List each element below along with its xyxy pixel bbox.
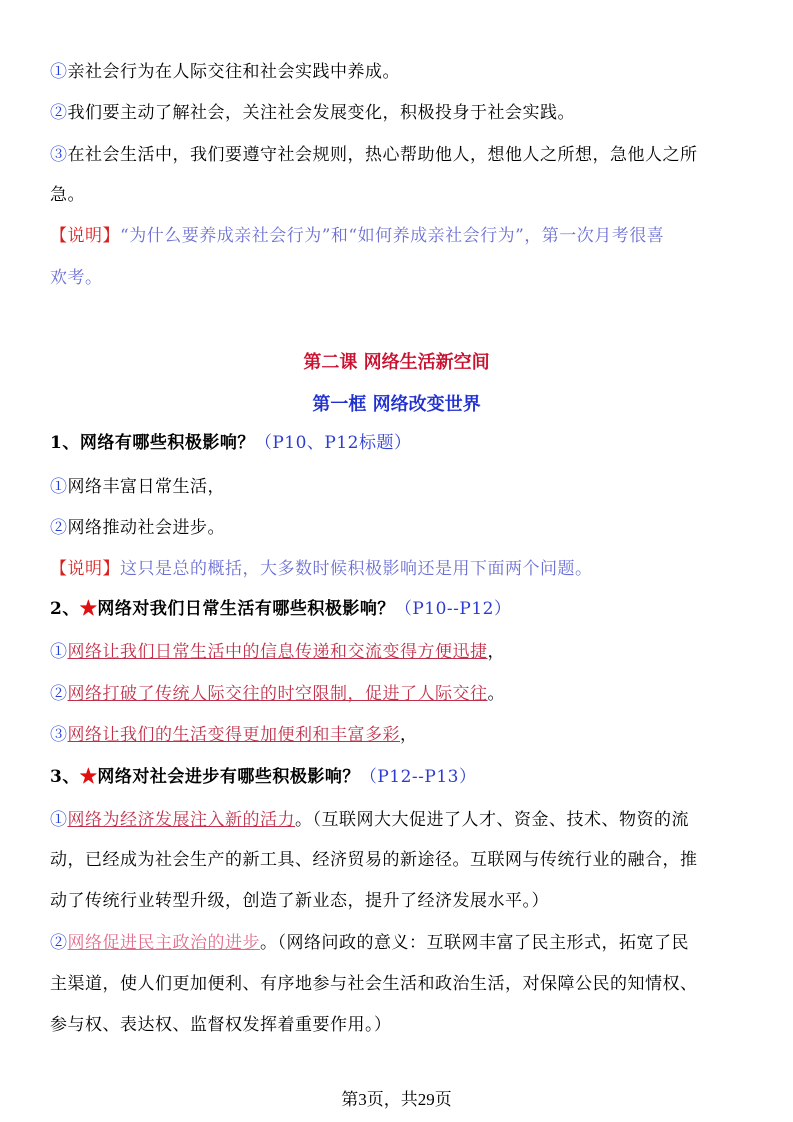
note-tag: 【说明】 (50, 559, 120, 579)
note-tag: 【说明】 (50, 226, 120, 246)
page-reference: （P10、P12标题） (254, 433, 412, 453)
question-1 (50, 433, 411, 453)
paragraph-2 (50, 103, 575, 123)
answer-punct: 。 (487, 684, 505, 704)
q1-answer-1 (50, 477, 225, 497)
question-3 (50, 767, 476, 787)
answer-punct: ， (400, 725, 418, 745)
paragraph-text: 我们要主动了解社会，关注社会发展变化，积极投身于社会实践。 (67, 103, 575, 123)
page-reference: （P12--P13） (359, 767, 477, 787)
question-number: 2、 (50, 599, 80, 619)
paragraph-text: 亲社会行为在人际交往和社会实践中养成。 (67, 62, 400, 82)
item-number: ② (50, 103, 68, 123)
q1-answer-2 (50, 518, 225, 538)
q3-answer-1-line-3: 动了传统行业转型升级，创造了新业态，提升了经济发展水平。） (50, 891, 549, 911)
item-number: ② (50, 684, 68, 704)
note-text: 这只是总的概括，大多数时候积极影响还是用下面两个问题。 (120, 559, 593, 579)
paragraph-3-line-2: 急。 (50, 185, 85, 205)
note-text: “为什么要养成亲社会行为”和“如何养成亲社会行为”，第一次月考很喜 (120, 226, 665, 246)
lesson-title: 第二课 网络生活新空间 (303, 352, 490, 373)
q3-answer-2-line-2: 主渠道，使人们更加便利、有序地参与社会生活和政治生活，对保障公民的知情权、 (50, 974, 698, 994)
item-number: ② (50, 518, 68, 538)
note-2 (50, 559, 593, 579)
answer-text: 网络丰富日常生活， (67, 477, 225, 497)
item-number: ② (50, 933, 68, 953)
note-1-line-2: 欢考。 (50, 268, 103, 288)
q3-answer-1-line-1 (50, 810, 689, 830)
question-label: 网络对社会进步有哪些积极影响？ (97, 767, 360, 787)
q3-answer-1-line-2: 动，已经成为社会生产的新工具、经济贸易的新途径。互联网与传统行业的融合，推 (50, 850, 698, 870)
note-1-line-1 (50, 226, 664, 246)
star-icon: ★ (79, 599, 98, 619)
paragraph-3-line-1 (50, 145, 698, 165)
paragraph-text: 在社会生活中，我们要遵守社会规则，热心帮助他人，想他人之所想，急他人之所 (67, 145, 698, 165)
paragraph-1 (50, 62, 400, 82)
answer-text: 网络推动社会进步。 (67, 518, 225, 538)
q3-answer-2-line-1 (50, 933, 689, 953)
star-icon: ★ (79, 767, 98, 787)
item-number: ③ (50, 725, 68, 745)
item-number: ① (50, 62, 68, 82)
page-footer: 第3页，共29页 (341, 1090, 452, 1109)
answer-text: 。（网络问政的意义：互联网丰富了民主形式，拓宽了民 (260, 933, 689, 953)
answer-text: 网络让我们的生活变得更加便利和丰富多彩 (67, 725, 400, 745)
question-2 (50, 599, 511, 619)
answer-text: 网络让我们日常生活中的信息传递和交流变得方便迅捷 (67, 642, 488, 662)
item-number: ③ (50, 145, 68, 165)
question-label: 1、网络有哪些积极影响？ (50, 433, 255, 453)
page-reference: （P10--P12） (394, 599, 512, 619)
q2-answer-3 (50, 725, 418, 745)
q3-answer-2-line-3: 参与权、表达权、监督权发挥着重要作用。） (50, 1015, 392, 1035)
answer-punct: ， (487, 642, 505, 662)
item-number: ① (50, 477, 68, 497)
question-number: 3、 (50, 767, 80, 787)
question-label: 网络对我们日常生活有哪些积极影响？ (97, 599, 395, 619)
frame-title: 第一框 网络改变世界 (312, 394, 481, 415)
item-number: ① (50, 810, 68, 830)
q2-answer-2 (50, 684, 505, 704)
answer-key: 网络促进民主政治的进步 (67, 933, 260, 953)
answer-key: 网络为经济发展注入新的活力 (67, 810, 295, 830)
item-number: ① (50, 642, 68, 662)
answer-text: 。（互联网大大促进了人才、资金、技术、物资的流 (295, 810, 689, 830)
q2-answer-1 (50, 642, 505, 662)
answer-text: 网络打破了传统人际交往的时空限制，促进了人际交往 (67, 684, 488, 704)
